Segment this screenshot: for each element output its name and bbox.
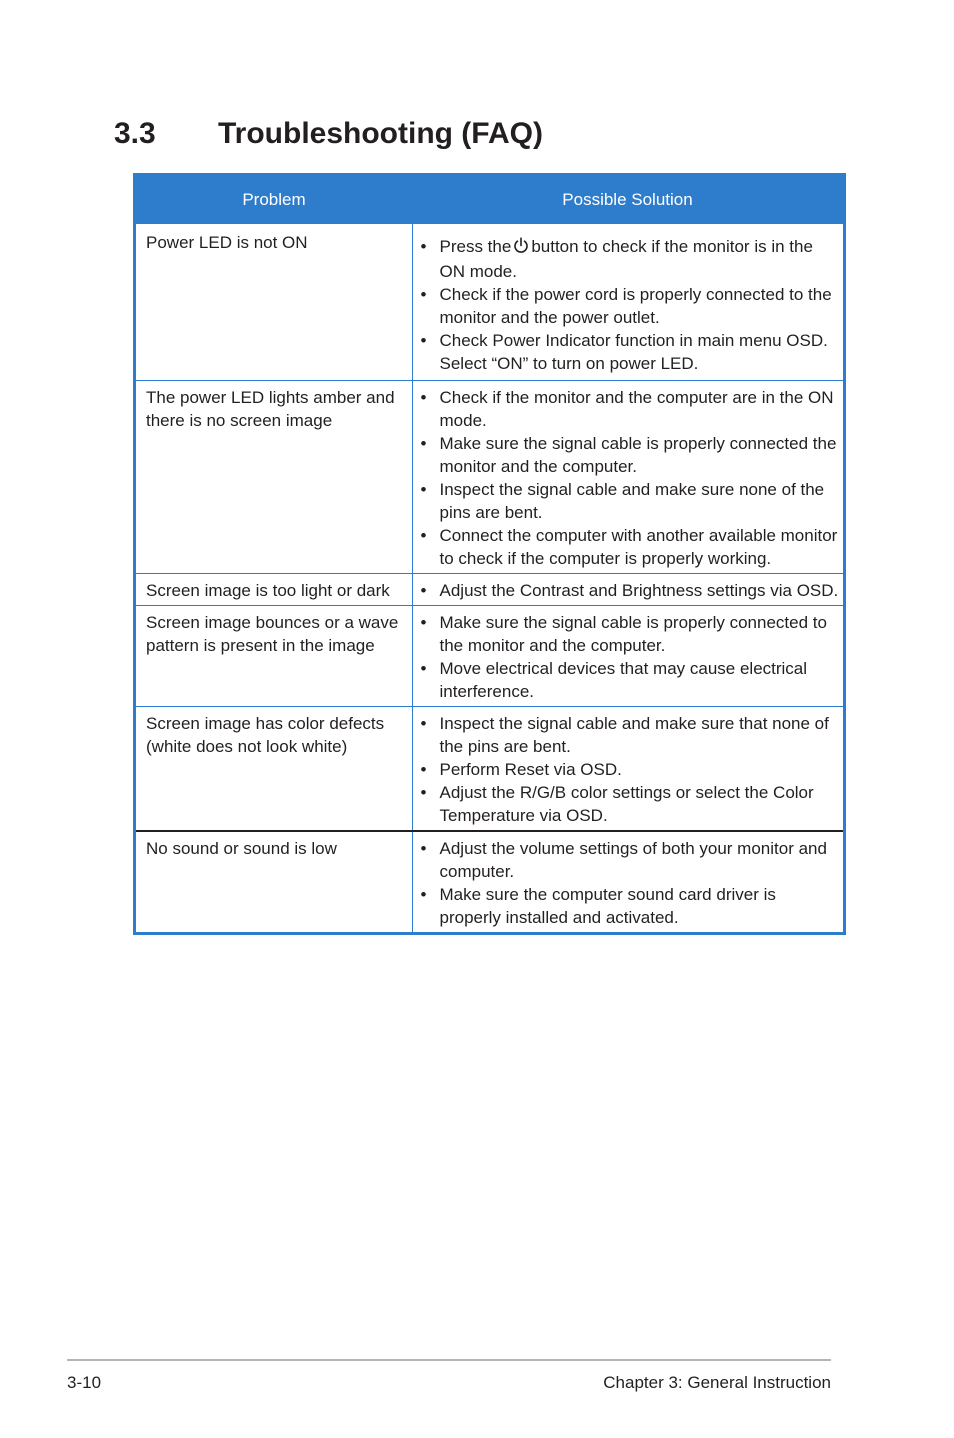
- solution-item: • Check if the monitor and the computer are in the ON mode.: [417, 386, 840, 432]
- chapter-title: Chapter 3: General Instruction: [603, 1373, 831, 1392]
- page-number: 3-10: [67, 1373, 102, 1392]
- table-row: [135, 574, 845, 606]
- solution-list: [417, 579, 840, 602]
- solution-list: [417, 611, 840, 703]
- solution-cell: [412, 707, 845, 832]
- problem-cell: No sound or sound is low: [135, 831, 413, 934]
- section-number: 3.3: [114, 117, 156, 150]
- solution-list: [417, 235, 840, 375]
- solution-item: • Inspect the signal cable and make sure that none of the pins are bent.: [417, 712, 840, 758]
- header-problem: Problem: [135, 175, 413, 224]
- faq-table: [133, 173, 846, 935]
- solution-list: [417, 386, 840, 570]
- solution-cell: [412, 831, 845, 934]
- solution-cell: [412, 606, 845, 707]
- solution-list: [417, 712, 840, 827]
- solution-text: button to check if the monitor is in the ON mode.: [439, 237, 813, 281]
- solution-list: [417, 837, 840, 929]
- solution-item: • Adjust the volume settings of both your monitor and computer.: [417, 837, 840, 883]
- solution-cell: [412, 381, 845, 574]
- table-row: [135, 381, 845, 574]
- solution-item: • Check Power Indicator function in main menu OSD. Select “ON” to turn on power LED.: [417, 329, 840, 375]
- solution-item: • Make sure the signal cable is properly connected the monitor and the computer.: [417, 432, 840, 478]
- solution-item: • Move electrical devices that may cause electrical interference.: [417, 657, 840, 703]
- solution-item: • Make sure the signal cable is properly connected to the monitor and the computer.: [417, 611, 840, 657]
- solution-item: • Adjust the R/G/B color settings or select the Color Temperature via OSD.: [417, 781, 840, 827]
- solution-item: • Connect the computer with another available monitor to check if the computer is properly working.: [417, 524, 840, 570]
- solution-item: • Perform Reset via OSD.: [417, 758, 840, 781]
- solution-text: Press the: [439, 237, 512, 256]
- problem-cell: Screen image has color defects (white does not look white): [135, 707, 413, 832]
- section-title: Troubleshooting (FAQ): [218, 117, 543, 150]
- section-heading: [114, 112, 543, 156]
- solution-cell: [412, 574, 845, 606]
- problem-cell: Screen image bounces or a wave pattern is present in the image: [135, 606, 413, 707]
- solution-cell: [412, 224, 845, 381]
- power-icon: [513, 237, 529, 260]
- table-row: [135, 606, 845, 707]
- solution-item: • Check if the power cord is properly connected to the monitor and the power outlet.: [417, 283, 840, 329]
- footer-divider: [67, 1359, 831, 1361]
- table-header-row: [135, 175, 845, 224]
- table-row: [135, 224, 845, 381]
- header-solution: Possible Solution: [412, 175, 845, 224]
- solution-item: • Adjust the Contrast and Brightness settings via OSD.: [417, 579, 840, 602]
- solution-item: • Inspect the signal cable and make sure none of the pins are bent.: [417, 478, 840, 524]
- table-row: [135, 831, 845, 934]
- solution-item: • Make sure the computer sound card driver is properly installed and activated.: [417, 883, 840, 929]
- solution-item: [417, 235, 840, 283]
- problem-cell: Screen image is too light or dark: [135, 574, 413, 606]
- problem-cell: Power LED is not ON: [135, 224, 413, 381]
- table-row: [135, 707, 845, 832]
- problem-cell: The power LED lights amber and there is no screen image: [135, 381, 413, 574]
